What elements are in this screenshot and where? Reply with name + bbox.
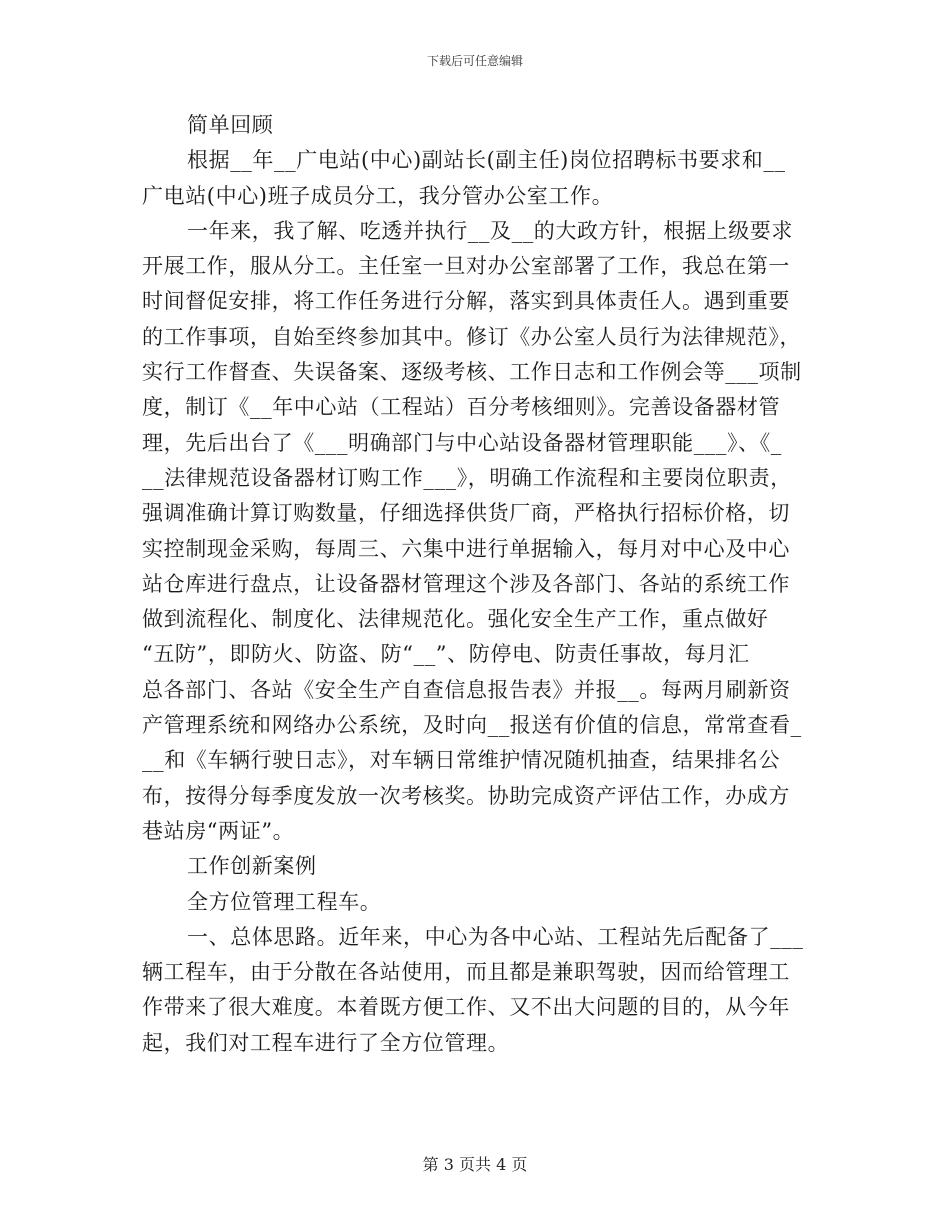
- paragraph-line: 实控制现金采购，每周三、六集中进行单据输入，每月对中心及中心: [142, 536, 790, 561]
- paragraph-line: 起，我们对工程车进行了全方位管理。: [142, 1030, 510, 1055]
- document-body: [142, 108, 808, 1061]
- paragraph-line: 实行工作督查、失误备案、逐级考核、工作日志和工作例会等___项制: [142, 360, 802, 385]
- paragraph-line: 的工作事项，自始至终参加其中。修订《办公室人员行为法律规范》，: [142, 324, 802, 349]
- paragraph-line: “五防”，即防火、防盗、防“__”、防停电、防责任事故，每月汇: [142, 642, 750, 667]
- paragraph-line: 作带来了很大难度。本着既方便工作、又不出大问题的目的，从今年: [142, 995, 790, 1020]
- paragraph-line: 度，制订《__年中心站（工程站）百分考核细则》。完善设备器材管: [142, 395, 781, 420]
- subsection-heading: 全方位管理工程车。: [187, 889, 382, 914]
- paragraph-line: 一年来，我了解、吃透并执行__及__的大政方针，根据上级要求: [187, 218, 793, 243]
- page-number: 第 3 页共 4 页: [422, 1155, 528, 1174]
- section-heading: 简单回顾: [187, 113, 274, 137]
- paragraph-line: 巷站房“两证”。: [142, 818, 295, 843]
- paragraph-line: 广电站(中心)班子成员分工，我分管办公室工作。: [142, 183, 614, 208]
- paragraph-line: 布，按得分每季度发放一次考核奖。协助完成资产评估工作，办成方: [142, 783, 790, 808]
- paragraph-line: 强调准确计算订购数量，仔细选择供货厂商，严格执行招标价格，切: [142, 501, 790, 526]
- paragraph-line: __法律规范设备器材订购工作___》，明确工作流程和主要岗位职责，: [142, 465, 792, 490]
- page-header-note: 下载后可任意编辑: [426, 54, 523, 68]
- paragraph-line: 开展工作，服从分工。主任室一旦对办公室部署了工作，我总在第一: [142, 254, 790, 279]
- paragraph-line: 产管理系统和网络办公系统，及时向__报送有价值的信息，常常查看_: [142, 713, 802, 738]
- paragraph-line: 理，先后出台了《___明确部门与中心站设备器材管理职能___》、《_: [142, 430, 782, 455]
- paragraph-line: 根据__年__广电站(中心)副站长(副主任)岗位招聘标书要求和__: [187, 148, 786, 173]
- paragraph-line: 时间督促安排，将工作任务进行分解，落实到具体责任人。遇到重要: [142, 289, 790, 314]
- paragraph-line: 辆工程车，由于分散在各站使用，而且都是兼职驾驶，因而给管理工: [142, 960, 790, 985]
- paragraph-line: 站仓库进行盘点，让设备器材管理这个涉及各部门、各站的系统工作: [142, 571, 790, 596]
- paragraph-line: 总各部门、各站《安全生产自查信息报告表》并报__。每两月刷新资: [142, 677, 791, 702]
- paragraph-line: __和《车辆行驶日志》，对车辆日常维护情况随机抽查，结果排名公: [142, 748, 781, 773]
- paragraph-line: 做到流程化、制度化、法律规范化。强化安全生产工作，重点做好: [142, 607, 769, 632]
- paragraph-line: 一、总体思路。近年来，中心为各中心站、工程站先后配备了___: [187, 924, 804, 949]
- section-heading: 工作创新案例: [187, 854, 317, 879]
